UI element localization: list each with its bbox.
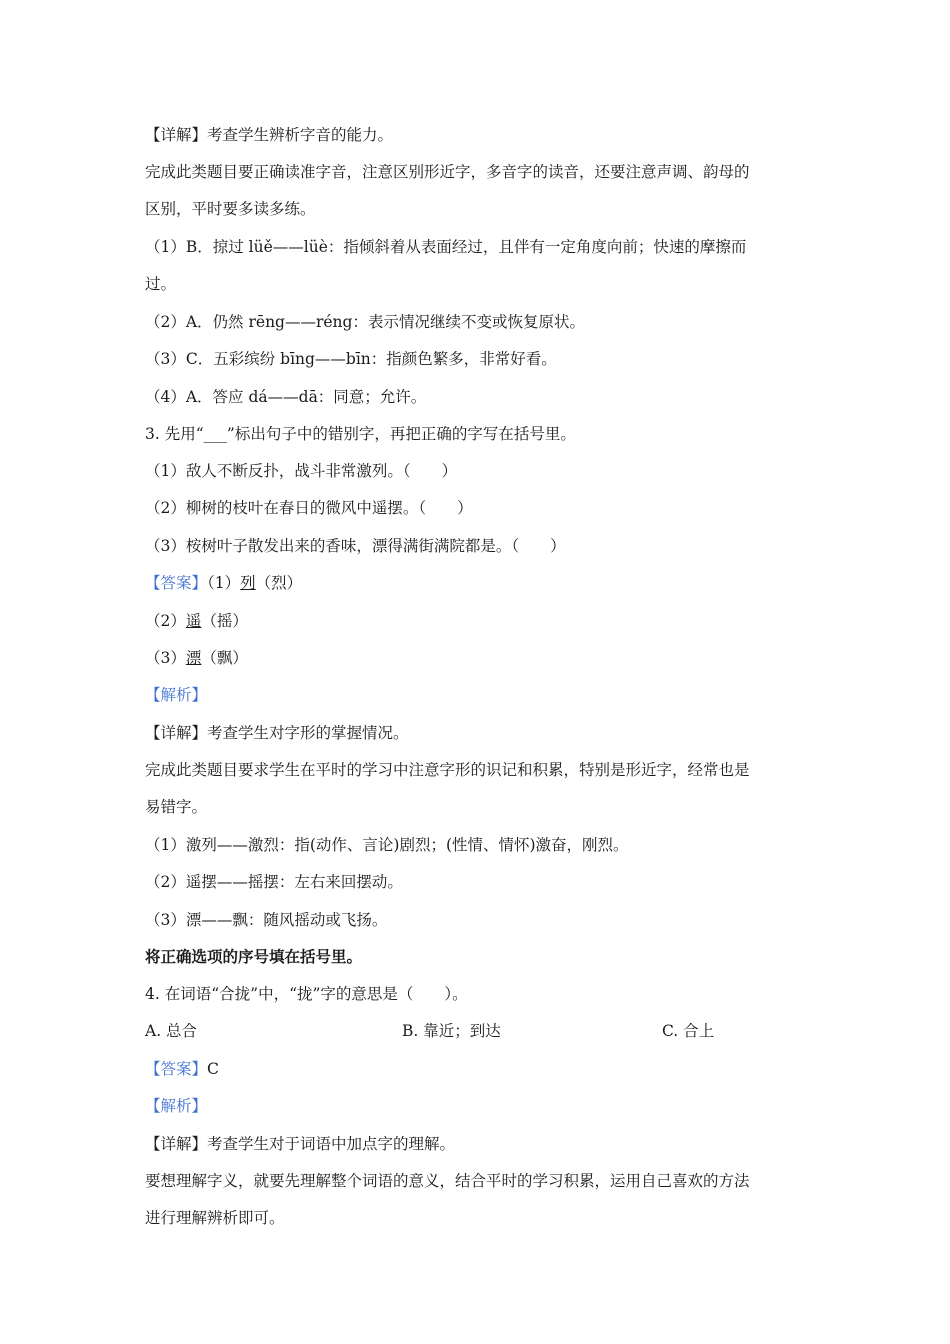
q4-para-line1: 要想理解字义，就要先理解整个词语的意义，结合平时的学习积累，运用自己喜欢的方法	[145, 1172, 750, 1190]
answer-prefix: （2）	[145, 612, 186, 630]
q2-para-line2: 区别，平时要多读多练。	[145, 200, 316, 218]
section-heading: 将正确选项的序号填在括号里。	[145, 947, 363, 966]
q3-detail-line	[145, 723, 409, 743]
wrong-char: 列	[240, 574, 256, 592]
q3-sentence-2: （2）柳树的枝叶在春日的微风中遥摆。（ ）	[145, 499, 473, 517]
q4-detail-line	[145, 1134, 455, 1154]
correct-char: （飘）	[201, 649, 248, 667]
q4-analysis-tag: 【解析】	[145, 1097, 208, 1115]
correct-char: （烈）	[255, 574, 303, 592]
q3-para-line2: 易错字。	[145, 798, 208, 816]
detail-text: 考查学生辨析字音的能力。	[207, 126, 394, 144]
q3-explain-1: （1）激列——激烈：指(动作、言论)剧烈；(性情、情怀)激奋，刚烈。	[145, 836, 629, 854]
q3-answer-line2	[145, 611, 248, 631]
wrong-char: 遥	[185, 612, 202, 630]
q3-answer-line1	[145, 573, 302, 593]
detail-tag: 【详解】	[145, 724, 208, 742]
correct-char: （摇）	[201, 612, 248, 630]
answer-prefix: （1）	[207, 574, 241, 592]
q2-item3: （3）C．五彩缤纷 bīng——bīn：指颜色繁多，非常好看。	[145, 350, 557, 368]
q4-option-b: B. 靠近；到达	[402, 1022, 501, 1040]
detail-tag: 【详解】	[145, 126, 208, 144]
q4-answer-line	[145, 1059, 219, 1079]
q2-item4: （4）A．答应 dá——dā：同意；允许。	[145, 388, 427, 406]
q3-answer-line3	[145, 648, 248, 668]
q3-sentence-3: （3）桉树叶子散发出来的香味，漂得满街满院都是。（ ）	[145, 537, 566, 555]
q2-item1-line1: （1）B．掠过 lüě——lüè：指倾斜着从表面经过，且伴有一定角度向前；快速的摩擦而	[145, 238, 747, 256]
q2-para-line1: 完成此类题目要正确读准字音，注意区别形近字，多音字的读音，还要注意声调、韵母的	[145, 163, 750, 181]
q4-stem: 4. 在词语“合拢”中，“拢”字的意思是（ ）。	[145, 985, 468, 1003]
q3-explain-3: （3）漂——飘：随风摇动或飞扬。	[145, 911, 388, 929]
detail-text: 考查学生对于词语中加点字的理解。	[207, 1135, 456, 1153]
answer-tag: 【答案】	[145, 1060, 208, 1078]
q3-para-line1: 完成此类题目要求学生在平时的学习中注意字形的识记和积累，特别是形近字，经常也是	[145, 761, 750, 779]
detail-text: 考查学生对字形的掌握情况。	[207, 724, 409, 742]
q2-item1-line2: 过。	[145, 275, 177, 293]
q3-explain-2: （2）遥摆——摇摆：左右来回摆动。	[145, 873, 403, 891]
detail-tag: 【详解】	[145, 1135, 208, 1153]
q4-option-a: A. 总合	[145, 1022, 198, 1040]
answer-value: C	[207, 1060, 219, 1078]
q3-stem: 3. 先用“___”标出句子中的错别字，再把正确的字写在括号里。	[145, 425, 576, 443]
q2-item2: （2）A．仍然 rēng——réng：表示情况继续不变或恢复原状。	[145, 313, 585, 331]
q3-analysis-tag: 【解析】	[145, 686, 208, 704]
answer-prefix: （3）	[145, 649, 186, 667]
q2-detail-line	[145, 125, 393, 145]
answer-tag: 【答案】	[145, 574, 208, 592]
q3-sentence-1: （1）敌人不断反扑，战斗非常激列。（ ）	[145, 462, 458, 480]
wrong-char: 漂	[185, 649, 202, 667]
q4-option-c: C. 合上	[662, 1022, 715, 1040]
q4-para-line2: 进行理解辨析即可。	[145, 1209, 285, 1227]
